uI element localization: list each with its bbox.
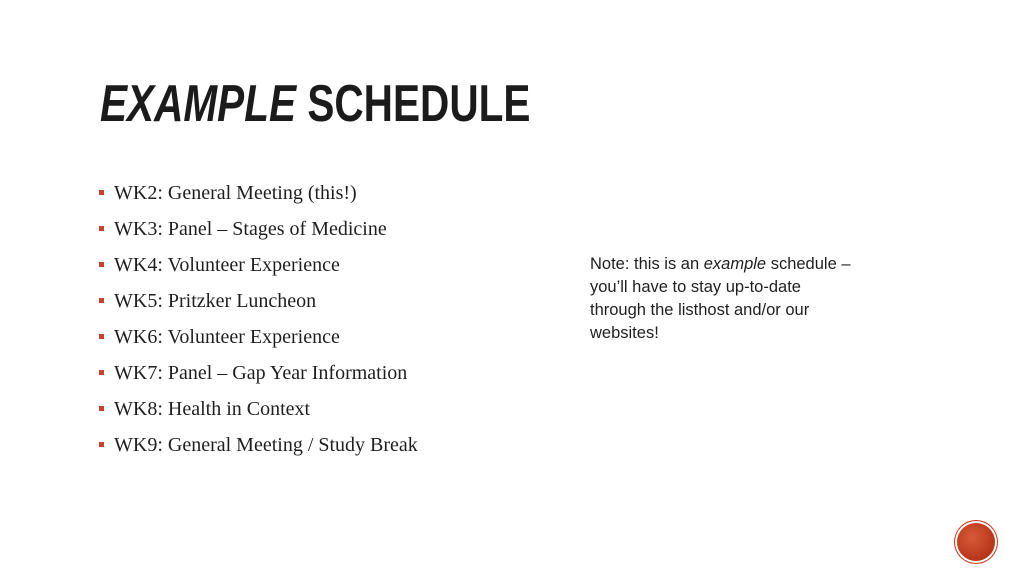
list-item xyxy=(98,250,418,286)
square-bullet-icon xyxy=(99,370,104,375)
square-bullet-icon xyxy=(99,334,104,339)
square-bullet-icon xyxy=(99,262,104,267)
slide-title-rest: SCHEDULE xyxy=(296,75,531,133)
list-item-text: WK8: Health in Context xyxy=(114,398,311,420)
note-suffix: schedule – you’ll have to stay up-to-date through the listhost and/or our websites! xyxy=(590,255,851,342)
square-bullet-icon xyxy=(99,190,104,195)
list-item-text: WK9: General Meeting / Study Break xyxy=(114,434,418,456)
slide-title-italic-word: EXAMPLE xyxy=(100,75,297,133)
list-item xyxy=(98,214,418,250)
list-item xyxy=(98,358,418,394)
slide-number-circle-icon xyxy=(957,523,995,561)
square-bullet-icon xyxy=(99,442,104,447)
note-prefix: Note: this is an xyxy=(590,255,704,273)
list-item-text: WK6: Volunteer Experience xyxy=(114,326,340,348)
slide-title xyxy=(100,74,530,134)
note-text xyxy=(590,253,860,345)
list-item xyxy=(98,394,418,430)
note-italic: example xyxy=(703,255,767,273)
list-item xyxy=(98,430,418,466)
list-item-text: WK7: Panel – Gap Year Information xyxy=(114,362,408,384)
list-item-text: WK2: General Meeting (this!) xyxy=(114,182,357,204)
list-item xyxy=(98,178,418,214)
list-item-text: WK3: Panel – Stages of Medicine xyxy=(114,218,387,240)
square-bullet-icon xyxy=(99,298,104,303)
schedule-list xyxy=(98,178,418,466)
list-item xyxy=(98,286,418,322)
list-item xyxy=(98,322,418,358)
list-item-text: WK4: Volunteer Experience xyxy=(114,254,340,276)
list-item-text: WK5: Pritzker Luncheon xyxy=(114,290,317,312)
square-bullet-icon xyxy=(99,406,104,411)
square-bullet-icon xyxy=(99,226,104,231)
